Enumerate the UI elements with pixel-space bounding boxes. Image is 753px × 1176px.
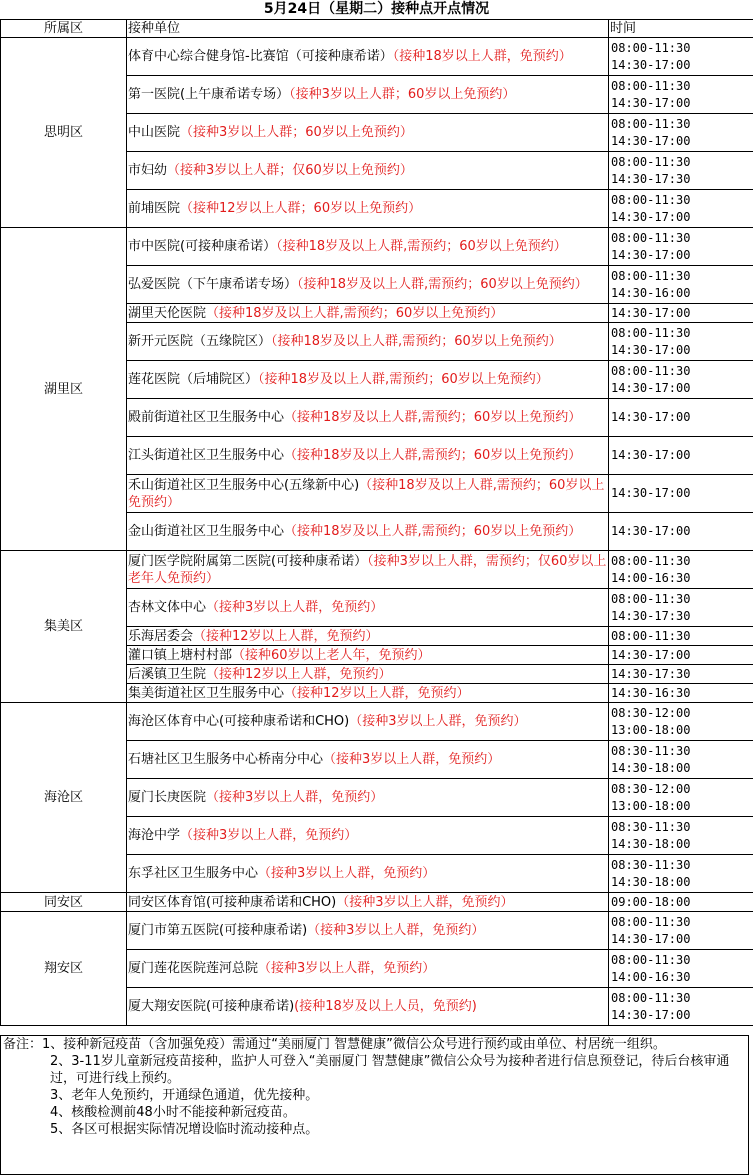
unit-name: 海沧中学	[128, 828, 181, 843]
unit-cell	[127, 817, 609, 855]
unit-note: （接种3岁以上人群，需预约；仅60岁以上老年人免预约）	[128, 553, 607, 586]
unit-cell	[127, 950, 609, 988]
unit-name: 体育中心综合健身馆-比赛馆（可接种康希诺）	[128, 49, 393, 64]
time-cell: 08:00-11:30 14:00-16:30	[609, 950, 753, 988]
unit-name: 新开元医院（五缘院区）	[128, 334, 272, 349]
unit-cell	[127, 399, 609, 437]
unit-cell	[127, 779, 609, 817]
unit-note: （接种18岁及以上人群,需预约；60岁以上免预约）	[297, 277, 588, 292]
unit-cell	[127, 475, 609, 513]
unit-cell	[127, 152, 609, 190]
unit-cell	[127, 76, 609, 114]
time-cell: 08:00-11:30 14:30-17:00	[609, 323, 753, 361]
unit-note: （接种18岁及以上人群,需预约；60岁以上免预约）	[206, 305, 504, 321]
unit-name: 集美街道社区卫生服务中心	[128, 685, 285, 701]
time-cell: 08:30-11:30 14:30-18:00	[609, 855, 753, 893]
time-cell: 08:00-11:30 14:30-17:00	[609, 912, 753, 950]
time-cell: 08:00-11:30 14:30-17:30	[609, 589, 753, 627]
unit-note: （接种60岁以上老人年，免预约）	[232, 647, 431, 663]
header-district: 所属区	[1, 20, 127, 38]
unit-note: （接种3岁以上人群，免预约）	[258, 866, 436, 881]
unit-note: （接种12岁以上人群，免预约）	[206, 666, 392, 682]
note-3: 3、老年人免预约，开通绿色通道，优先接种。	[50, 1088, 319, 1103]
unit-cell	[127, 741, 609, 779]
time-cell: 08:30-11:30 14:30-18:00	[609, 741, 753, 779]
time-cell: 14:30-17:00	[609, 437, 753, 475]
time-cell: 08:00-11:30	[609, 627, 753, 646]
unit-cell	[127, 304, 609, 323]
unit-cell	[127, 703, 609, 741]
note-4: 4、核酸检测前48小时不能接种新冠疫苗。	[50, 1105, 296, 1120]
unit-name: 东孚社区卫生服务中心	[128, 866, 259, 881]
unit-cell	[127, 190, 609, 228]
unit-cell	[127, 627, 609, 646]
time-cell: 08:00-11:30 14:30-17:00	[609, 76, 753, 114]
time-cell: 14:30-17:00	[609, 475, 753, 513]
unit-name: 石塘社区卫生服务中心桥南分中心	[128, 752, 324, 767]
time-cell: 14:30-17:00	[609, 513, 753, 551]
table-row	[1, 893, 753, 912]
table-row	[1, 703, 753, 741]
unit-note: （接种3岁以上人群，免预约）	[180, 828, 358, 843]
unit-note: （接种3岁以上人群，免预约）	[349, 714, 527, 729]
unit-note: （接种3岁以上人群；60岁以上免预约）	[180, 125, 413, 140]
unit-cell	[127, 323, 609, 361]
unit-note: （接种3岁以上人群；60岁以上免预约）	[289, 87, 516, 102]
unit-name: 市妇幼	[128, 163, 168, 178]
time-cell: 08:30-11:30 14:30-18:00	[609, 817, 753, 855]
unit-cell	[127, 855, 609, 893]
unit-cell	[127, 646, 609, 665]
time-cell: 08:00-11:30 14:00-16:30	[609, 551, 753, 589]
time-cell: 08:00-11:30 14:30-17:00	[609, 988, 753, 1026]
unit-note: （接种3岁以上人群，免预约）	[206, 600, 384, 615]
unit-name: 厦门长庚医院	[128, 790, 207, 805]
time-cell: 08:00-11:30 14:30-16:00	[609, 266, 753, 304]
time-cell: 08:00-11:30 14:30-17:00	[609, 361, 753, 399]
unit-note: （接种3岁以上人群，免预约）	[206, 790, 384, 805]
unit-name: 中山医院	[128, 125, 181, 140]
unit-name: 市中医院(可接种康希诺）	[128, 239, 277, 254]
unit-cell	[127, 361, 609, 399]
unit-note: （接种18岁及以上人群,需预约；60岁以上免预约）	[284, 410, 582, 425]
header-time: 时间	[609, 20, 753, 38]
header-unit: 接种单位	[127, 20, 609, 38]
vaccination-table	[0, 19, 753, 1026]
time-cell: 08:00-11:30 14:30-17:00	[609, 38, 753, 76]
unit-cell	[127, 988, 609, 1026]
table-row	[1, 912, 753, 950]
district-cell: 集美区	[1, 551, 127, 703]
time-cell: 09:00-18:00	[609, 893, 753, 912]
note-2: 2、3-11岁儿童新冠疫苗接种，监护人可登入“美丽厦门 智慧健康”微信公众号为接种者进行信息预登记，待后台核审通过，可进行线上预约。	[50, 1054, 730, 1086]
district-cell: 思明区	[1, 38, 127, 228]
unit-cell	[127, 684, 609, 703]
time-cell: 14:30-17:00	[609, 399, 753, 437]
time-cell: 14:30-16:30	[609, 684, 753, 703]
unit-cell	[127, 266, 609, 304]
unit-note: （接种18岁及以上人群,需预约；60岁以上免预约）	[276, 239, 567, 254]
unit-name: 厦门市第五医院(可接种康希诺)	[128, 923, 308, 938]
unit-name: 禾山街道社区卫生服务中心(五缘新中心)	[128, 477, 360, 493]
table-row	[1, 228, 753, 266]
unit-note: （接种18岁及以上人群,需预约；60岁以上免预约）	[271, 334, 562, 349]
unit-name: 后溪镇卫生院	[128, 666, 207, 682]
unit-name: 厦门莲花医院莲河总院	[128, 961, 259, 976]
unit-name: 同安区体育馆(可接种康希诺和CHO)	[128, 894, 337, 910]
unit-name: 前埔医院	[128, 201, 181, 216]
unit-name: 江头街道社区卫生服务中心	[128, 448, 285, 463]
time-cell: 08:00-11:30 14:30-17:30	[609, 152, 753, 190]
time-cell: 08:30-12:00 13:00-18:00	[609, 703, 753, 741]
unit-note: （接种12岁以上人群，免预约）	[193, 628, 379, 644]
unit-name: 海沧区体育中心(可接种康希诺和CHO)	[128, 714, 350, 729]
unit-name: 灌口镇上塘村村部	[128, 647, 233, 663]
unit-cell	[127, 513, 609, 551]
unit-name: 弘爱医院（下午康希诺专场）	[128, 277, 298, 292]
unit-note: （接种18岁及以上人群,需预约；60岁以上免预约）	[284, 524, 582, 539]
unit-name: 殿前街道社区卫生服务中心	[128, 410, 285, 425]
unit-cell	[127, 912, 609, 950]
unit-cell	[127, 114, 609, 152]
unit-note: (接种18岁及以上人员，免预约)	[294, 999, 477, 1014]
district-cell: 翔安区	[1, 912, 127, 1026]
unit-note: （接种12岁以上人群，免预约）	[284, 685, 470, 701]
unit-name: 厦大翔安医院(可接种康希诺)	[128, 999, 295, 1014]
note-5: 5、各区可根据实际情况增设临时流动接种点。	[50, 1122, 319, 1137]
table-row	[1, 38, 753, 76]
unit-name: 金山街道社区卫生服务中心	[128, 524, 285, 539]
unit-name: 湖里天伦医院	[128, 305, 207, 321]
unit-note: （接种18岁以上人群，免预约）	[392, 49, 572, 64]
unit-note: （接种3岁以上人群，免预约）	[323, 752, 501, 767]
unit-note: （接种18岁及以上人群,需预约；60岁以上免预约）	[284, 448, 582, 463]
unit-cell	[127, 893, 609, 912]
unit-note: （接种18岁及以上人群,需预约；60岁以上免预约）	[258, 372, 549, 387]
district-cell: 湖里区	[1, 228, 127, 551]
table-row	[1, 551, 753, 589]
unit-cell	[127, 665, 609, 684]
district-cell: 海沧区	[1, 703, 127, 893]
unit-name: 厦门医学院附属第二医院(可接种康希诺）	[128, 553, 368, 569]
unit-note: （接种3岁以上人群；仅60岁以上免预约）	[167, 163, 413, 178]
unit-note: （接种12岁以上人群；60岁以上免预约）	[180, 201, 422, 216]
unit-name: 杏林文体中心	[128, 600, 207, 615]
time-cell: 14:30-17:30	[609, 665, 753, 684]
time-cell: 08:30-12:00 13:00-18:00	[609, 779, 753, 817]
note-1: 备注：1、接种新冠疫苗（含加强免疫）需通过“美丽厦门 智慧健康”微信公众号进行预约或由单位、村居统一组织。	[3, 1037, 666, 1052]
unit-cell	[127, 38, 609, 76]
unit-note: （接种3岁以上人群，免预约）	[307, 923, 485, 938]
unit-cell	[127, 437, 609, 475]
unit-cell	[127, 551, 609, 589]
notes-section	[0, 1035, 749, 1175]
time-cell: 14:30-17:00	[609, 646, 753, 665]
unit-name: 第一医院(上午康希诺专场）	[128, 87, 290, 102]
time-cell: 08:00-11:30 14:30-17:00	[609, 228, 753, 266]
unit-name: 莲花医院（后埔院区）	[128, 372, 259, 387]
time-cell: 14:30-17:00	[609, 304, 753, 323]
unit-note: （接种3岁以上人群，免预约）	[258, 961, 436, 976]
unit-note: （接种18岁及以上人群,需预约；60岁以上免预约）	[128, 477, 605, 510]
time-cell: 08:00-11:30 14:30-17:00	[609, 190, 753, 228]
unit-cell	[127, 589, 609, 627]
page-title: 5月24日（星期二）接种点开点情况	[263, 1, 490, 17]
header-row	[1, 20, 753, 38]
unit-name: 乐海居委会	[128, 628, 194, 644]
unit-cell	[127, 228, 609, 266]
district-cell: 同安区	[1, 893, 127, 912]
unit-note: （接种3岁以上人群，免预约）	[336, 894, 514, 910]
time-cell: 08:00-11:30 14:30-17:00	[609, 114, 753, 152]
